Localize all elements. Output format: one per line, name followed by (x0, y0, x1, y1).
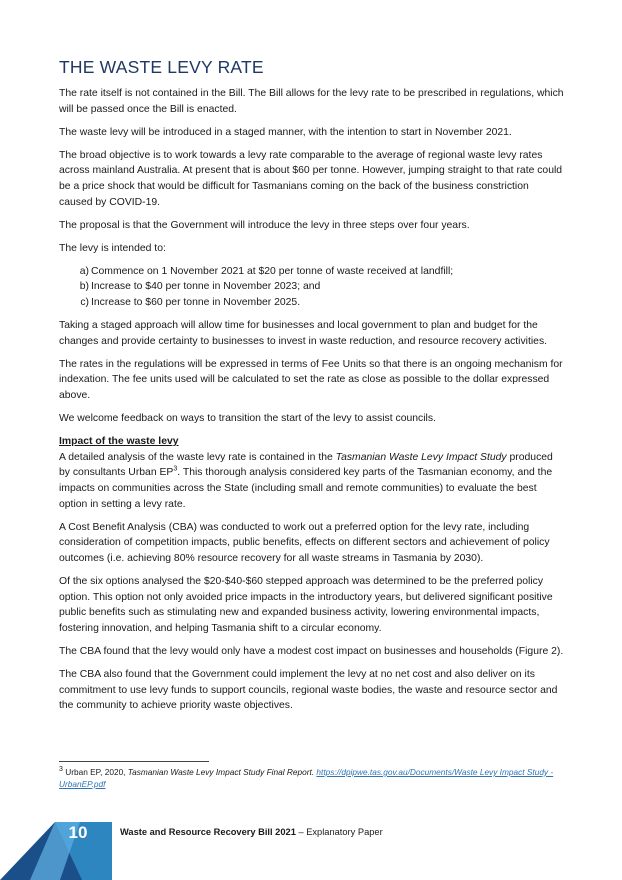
footnote-title: Tasmanian Waste Levy Impact Study Final Report. (127, 767, 315, 777)
list-item (59, 279, 564, 295)
footnote-divider (59, 761, 209, 762)
impact-paragraph (59, 450, 564, 512)
text-run: A detailed analysis of the waste levy rate is contained in the (59, 451, 336, 463)
list-item (59, 295, 564, 311)
text-run: produced by consultants Urban EP (59, 451, 553, 479)
paragraph: The rate itself is not contained in the Bill. The Bill allows for the levy rate to be prescribed in regulations, which will be passed once the Bill is enacted. (59, 88, 564, 115)
document-body (59, 56, 564, 721)
paragraph: The broad objective is to work towards a levy rate comparable to the average of regional waste levy rates across mainland Australia. At present that is about $60 per tonne. However, jumping straight to that rate could be a price shock that would be difficult for Tasmanians coming on the back of the business constriction caused by COVID-19. (59, 149, 563, 208)
footer-title-bold: Waste and Resource Recovery Bill 2021 (120, 827, 296, 837)
list-text: Increase to $60 per tonne in November 2025. (91, 297, 301, 309)
footnote-link[interactable]: https://dpipwe.tas.gov.au/Documents/Waste Levy Impact Study - UrbanEP.pdf (59, 767, 554, 789)
paragraph: Of the six options analysed the $20-$40-$60 stepped approach was determined to be the preferred policy option. This option not only avoided price impacts in the introductory years, but delivered significant positive public benefits such as stimulating new and expanded business activity, lowering environmental impacts, fostering innovation, and helping Tasmania shift to a circular economy. (59, 575, 553, 634)
list-marker: b) (79, 281, 89, 293)
list-marker: a) (79, 265, 89, 277)
text-run: . This thorough analysis considered key parts of the Tasmanian economy, and the impacts on communities across the State (including small and remote communities) to evaluate the best option in setting a levy rate. (59, 467, 553, 510)
footnote-ref[interactable]: 3 (173, 465, 178, 473)
paragraph: The rates in the regulations will be expressed in terms of Fee Units so that there is an ongoing mechanism for indexation. The fee units used will be calculated to set the rate as close as possible to the dollar expressed above. (59, 358, 563, 401)
paragraph: We welcome feedback on ways to transition the start of the levy to assist councils. (59, 413, 436, 425)
list-item (59, 264, 564, 280)
paragraph: The proposal is that the Government will introduce the levy in three steps over four years. (59, 219, 470, 231)
footer-title (120, 827, 383, 837)
footnote-number: 3 (59, 766, 63, 774)
page-number: 10 (68, 823, 88, 842)
footnote-text: Urban EP, 2020, (62, 767, 128, 777)
subheading: Impact of the waste levy (59, 436, 179, 448)
paragraph: Taking a staged approach will allow time for businesses and local government to plan and budget for the changes and provide certainty to businesses to invest in waste reduction, and resource recovery activities. (59, 320, 548, 347)
footer-title-rest: – Explanatory Paper (295, 827, 383, 837)
levy-steps-list (59, 264, 564, 311)
footnote (59, 766, 564, 790)
list-marker: c) (80, 297, 89, 309)
study-title: Tasmanian Waste Levy Impact Study (335, 451, 507, 463)
paragraph: The CBA also found that the Government could implement the levy at no net cost and also deliver on its commitment to use levy funds to support councils, regional waste bodies, the waste and resource sector and the community to achieve priority waste objectives. (59, 668, 558, 712)
paragraph: The levy is intended to: (59, 242, 166, 254)
paragraph: The CBA found that the levy would only have a modest cost impact on businesses and households (Figure 2). (59, 645, 564, 657)
paragraph: A Cost Benefit Analysis (CBA) was conducted to work out a preferred option for the levy rate, including consideration of competition impacts, public benefits, effects on different sectors and achievement of policy outcomes (i.e. achieving 80% resource recovery for all waste streams in Tasmania by 2030). (59, 521, 550, 564)
section-heading: THE WASTE LEVY RATE (59, 57, 264, 77)
list-text: Commence on 1 November 2021 at $20 per tonne of waste received at landfill; (91, 265, 454, 277)
paragraph: The waste levy will be introduced in a staged manner, with the intention to start in November 2021. (59, 126, 512, 138)
list-text: Increase to $40 per tonne in November 2023; and (91, 281, 321, 293)
